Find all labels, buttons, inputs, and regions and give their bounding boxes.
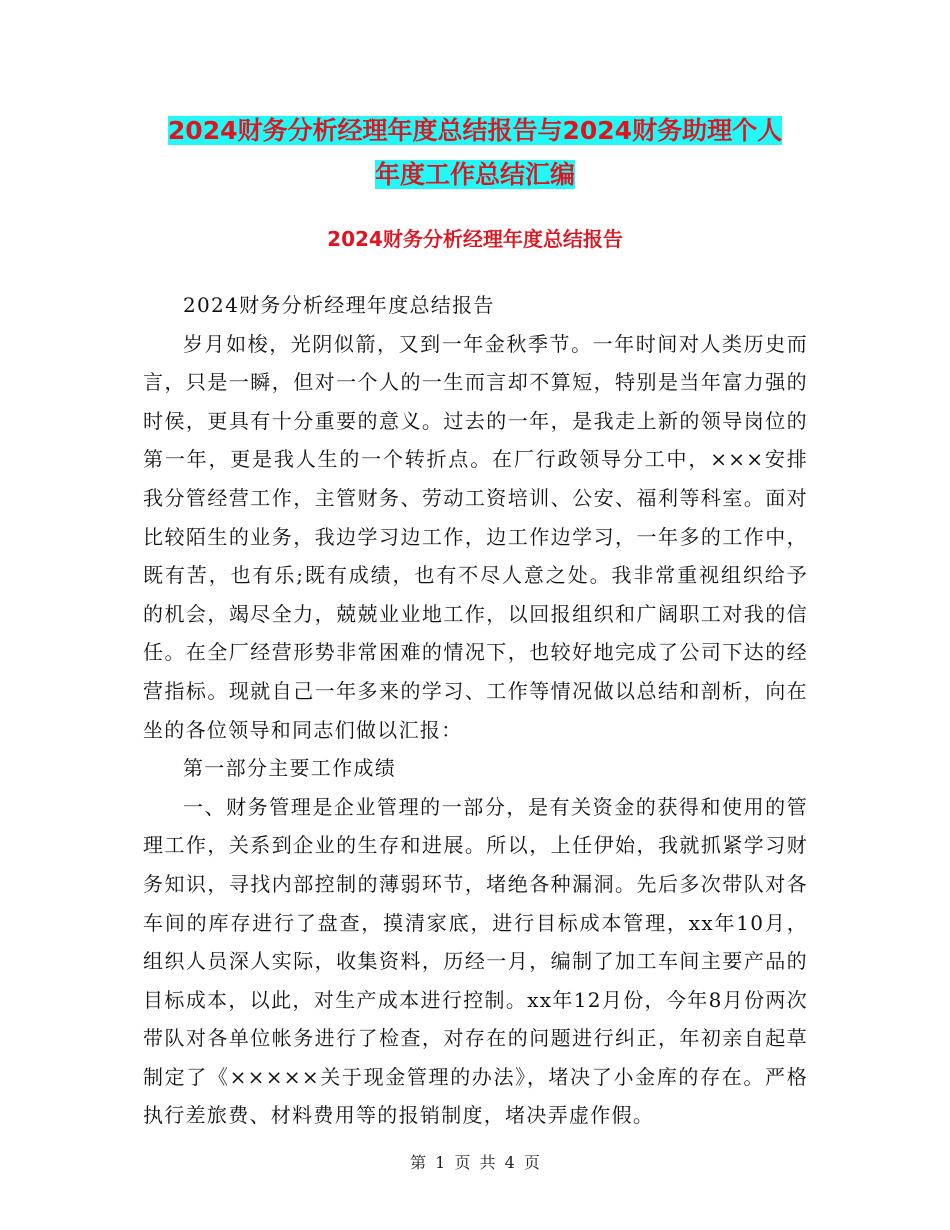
document-body <box>143 286 808 1135</box>
paragraph-financial-management: 一、财务管理是企业管理的一部分，是有关资金的获得和使用的管理工作，关系到企业的生存和进展。所以，上任伊始，我就抓紧学习财务知识，寻找内部控制的薄弱环节，堵绝各种漏洞。先后多次带队对各车间的库存进行了盘查，摸清家底，进行目标成本管理，xx年10月，组织人员深人实际，收集资料，历经一月，编制了加工车间主要产品的目标成本，以此，对生产成本进行控制。xx年12月份，今年8月份两次带队对各单位帐务进行了检查，对存在的问题进行纠正，年初亲自起草制定了《×××××关于现金管理的办法》，堵决了小金库的存在。严格执行差旅费、材料费用等的报销制度，堵决弄虚作假。 <box>143 794 808 1128</box>
paragraph-heading: 2024财务分析经理年度总结报告 <box>183 293 495 317</box>
page-footer: 第 1 页 共 4 页 <box>410 1153 540 1172</box>
title-highlight-1: 2024财务分析经理年度总结报告与2024财务助理个人 <box>167 116 783 145</box>
section-title: 2024财务分析经理年度总结报告 <box>327 227 623 251</box>
paragraph-intro: 岁月如梭，光阴似箭，又到一年金秋季节。一年时间对人类历史而言，只是一瞬，但对一个人的一生而言却不算短，特别是当年富力强的时侯，更具有十分重要的意义。过去的一年，是我走上新的领导岗位的第一年，更是我人生的一个转折点。在厂行政领导分工中，×××安排我分管经营工作，主管财务、劳动工资培训、公安、福利等科室。面对比较陌生的业务，我边学习边工作，边工作边学习，一年多的工作中，既有苦，也有乐;既有成绩，也有不尽人意之处。我非常重视组织给予的机会，竭尽全力，兢兢业业地工作，以回报组织和广阔职工对我的信任。在全厂经营形势非常困难的情况下，也较好地完成了公司下达的经营指标。现就自己一年多来的学习、工作等情况做以总结和剖析，向在坐的各位领导和同志们做以汇报： <box>143 331 808 742</box>
paragraph-part-one: 第一部分主要工作成绩 <box>183 756 396 781</box>
title-highlight-2: 年度工作总结汇编 <box>374 160 575 189</box>
document-title-line-1 <box>0 111 950 151</box>
document-title-line-2 <box>0 155 950 195</box>
